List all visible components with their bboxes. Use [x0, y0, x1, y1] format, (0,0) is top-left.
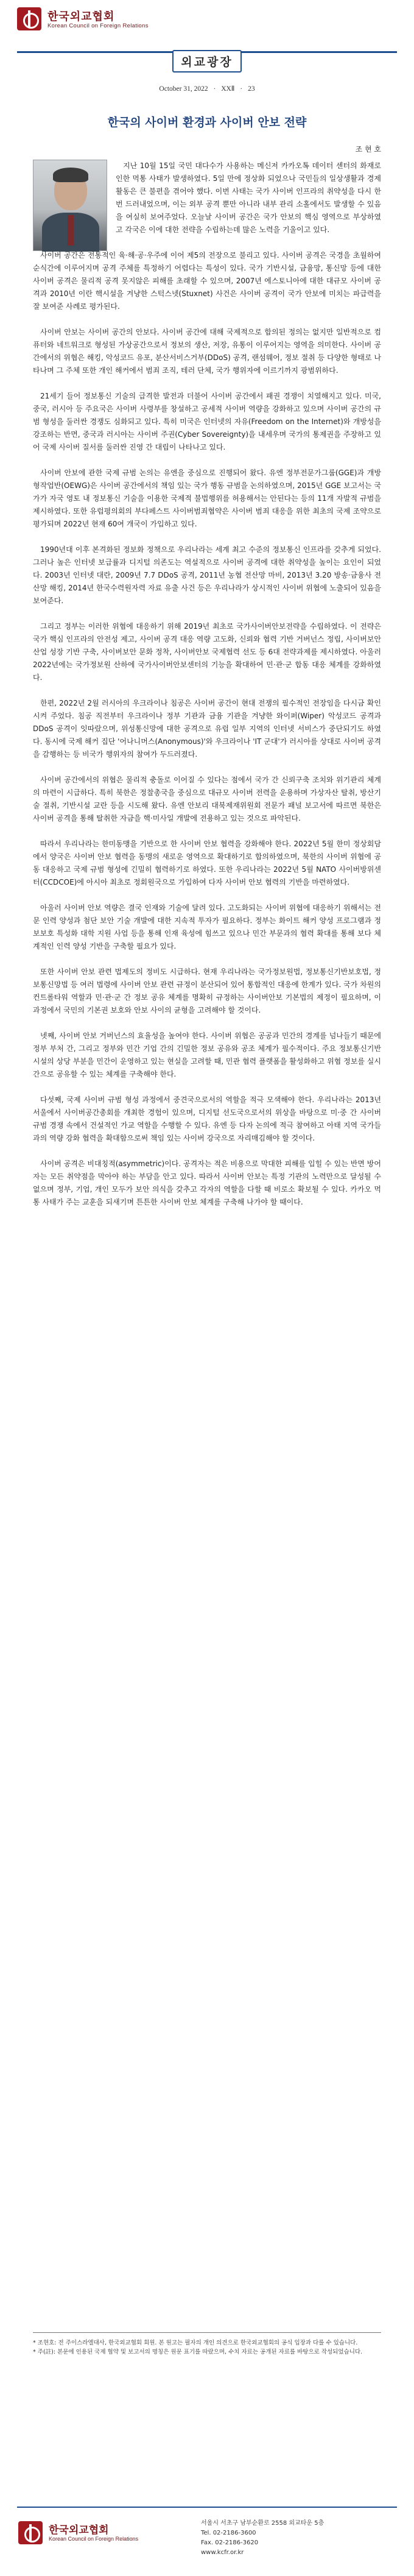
footer-address: 서울시 서초구 남부순환로 2558 외교타운 5층 [201, 2520, 325, 2527]
article-body [33, 160, 381, 1222]
footer-org-name-ko: 한국외교협회 [49, 2524, 109, 2536]
paragraph: 아울러 사이버 안보 역량은 결국 인재와 기술에 달려 있다. 고도화되는 사이버 위협에 대응하기 위해서는 전문 인력 양성과 첨단 보안 기술 개발에 대한 지속적 투자가 필요하다. 정부는 화이트 해커 양성 프로그램과 정보보호 특성화 대학 지원 사업 등을 통해 인재 육성에 힘쓰고 있으나 민간 부문과의 협력 확대를 통해 보다 체계적인 인력 양성 기반을 구축할 필요가 있다. [33, 904, 381, 950]
paragraph: 따라서 우리나라는 한미동맹을 기반으로 한 사이버 안보 협력을 강화해야 한다. 2022년 5월 한미 정상회담에서 양국은 사이버 안보 협력을 동맹의 새로운 영역으로 확대하기로 합의하였으며, 북한의 사이버 위협에 공동 대응하고 국제 규범 형성에 긴밀히 협력하기로 하였다. 또한 우리나라는 2022년 5월 NATO 사이버방위센터(CCDCOE)에 아시아 최초로 정회원국으로 가입하여 다자 사이버 안보 협력의 기반을 마련하였다. [33, 840, 381, 886]
notes-divider [33, 2332, 381, 2333]
paragraph: 사이버 안보는 사이버 공간의 안보다. 사이버 공간에 대해 국제적으로 합의된 정의는 없지만 일반적으로 컴퓨터와 네트워크로 형성된 가상공간으로서 정보의 생산, 저장, 유통이 이루어지는 영역을 의미한다. 사이버 공간에서의 위협은 해킹, 악성코드 유포, 분산서비스거부(DDoS) 공격, 랜섬웨어, 정보 절취 등 다양한 형태로 나타나며 그 주체 또한 개인 해커에서 범죄 조직, 테러 단체, 국가 행위자에 이르기까지 광범위하다. [33, 328, 381, 375]
footer-web-link[interactable]: www.kcfr.or.kr [201, 2549, 244, 2556]
paragraph: 지난 10월 15일 국민 대다수가 사용하는 메신저 카카오톡 데이터 센터의 화재로 인한 먹통 사태가 발생하였다. 5일 만에 정상화 되었으나 국민들의 일상생활과 경제활동은 큰 불편을 겪어야 했다. 이번 사태는 국가 사이버 인프라의 취약성을 다시 한번 드러내었으며, 이는 외부 공격 뿐만 아니라 내부 관리 소홀에서도 발생할 수 있음을 여실히 보여주었다. 오늘날 사이버 공간은 국가 안보의 핵심 영역으로 부상하였고 각국은 이에 대한 전략을 수립하는데 많은 노력을 기울이고 있다. [116, 161, 381, 234]
issue-date: October 31, 2022 [159, 85, 208, 93]
org-name-en: Korean Council on Foreign Relations [47, 23, 149, 29]
footer-tel: Tel. 02-2186-3600 [201, 2530, 256, 2536]
issue-line: October 31, 2022 · XXⅡ · 23 [159, 85, 255, 93]
footnote: * 주(註): 본문에 인용된 국제 협약 및 보고서의 명칭은 원문 표기를 따랐으며, 수치 자료는 공개된 자료를 바탕으로 작성되었습니다. [33, 2349, 363, 2355]
paragraph: 넷째, 사이버 안보 거버넌스의 효율성을 높여야 한다. 사이버 위협은 공공과 민간의 경계를 넘나들기 때문에 정부 부처 간, 그리고 정부와 민간 기업 간의 긴밀한 정보 공유와 공조 체계가 필수적이다. 주요 정보통신기반시설의 상당 부분을 민간이 운영하고 있는 현실을 고려할 때, 민관 협력 플랫폼을 활성화하고 위협 정보를 실시간으로 공유할 수 있는 체계를 구축해야 한다. [33, 1031, 381, 1078]
masthead [164, 50, 250, 72]
masthead-title: 외교광장 [172, 50, 241, 73]
org-logo-icon [17, 7, 41, 30]
org-name-ko: 한국외교협회 [47, 10, 115, 23]
paragraph: 그리고 정부는 이러한 위협에 대응하기 위해 2019년 최초로 국가사이버안보전략을 수립하였다. 이 전략은 국가 핵심 인프라의 안전성 제고, 사이버 공격 대응 역량 고도화, 신뢰와 협력 기반 거버넌스 정립, 사이버보안 산업 성장 기반 구축, 사이버보안 문화 정착, 사이버안보 국제협력 선도 등 6대 전략과제를 제시하였다. 아울러 2022년에는 국가정보원 산하에 국가사이버안보센터의 기능을 확대하여 민·관·군 합동 대응 체계를 강화하였다. [33, 622, 381, 682]
footer-logo-icon [18, 2521, 43, 2544]
footer-rule [17, 2507, 397, 2508]
paragraph: 또한 사이버 안보 관련 법제도의 정비도 시급하다. 현재 우리나라는 국가정보원법, 정보통신기반보호법, 정보통신망법 등 여러 법령에 사이버 안보 관련 규정이 분산되어 있어 통합적인 대응에 한계가 있다. 국가 차원의 컨트롤타워 역할과 민·관·군 간 정보 공유 체계를 명확히 규정하는 사이버안보 기본법의 제정이 필요하며, 이 과정에서 국민의 기본권 보호와 안보 사이의 균형을 고려해야 할 것이다. [33, 968, 381, 1014]
paragraph: 사이버 안보에 관한 국제 규범 논의는 유엔을 중심으로 진행되어 왔다. 유엔 정부전문가그룹(GGE)과 개방형작업반(OEWG)은 사이버 공간에서의 책임 있는 국가 행동 규범을 논의하였으며, 2015년 GGE 보고서는 국가가 자국 영토 내 정보통신 기술을 이용한 국제적 불법행위를 허용해서는 안된다는 등의 11개 자발적 규범을 제시하였다. 또한 유럽평의회의 부다페스트 사이버범죄협약은 사이버 범죄 대응을 위한 최초의 국제 조약으로 평가되며 2022년 현재 60여 개국이 가입하고 있다. [33, 469, 381, 528]
header [0, 0, 414, 37]
paragraph: 1990년대 이후 본격화된 정보화 정책으로 우리나라는 세계 최고 수준의 정보통신 인프라를 갖추게 되었다. 그러나 높은 인터넷 보급률과 디지털 의존도는 역설적으로 사이버 공격에 대한 취약성을 높이는 요인이 되었다. 2003년 인터넷 대란, 2009년 7.7 DDoS 공격, 2011년 농협 전산망 마비, 2013년 3.20 방송·금융사 전산망 해킹, 2014년 한국수력원자력 자료 유출 사건 등은 우리나라가 상시적인 사이버 위협에 노출되어 있음을 보여준다. [33, 545, 381, 605]
paragraph: 사이버 공격은 비대칭적(asymmetric)이다. 공격자는 적은 비용으로 막대한 피해를 입힐 수 있는 반면 방어자는 모든 취약점을 막아야 하는 부담을 안고 있다. 따라서 사이버 안보는 특정 기관의 노력만으로 달성될 수 없으며 정부, 기업, 개인 모두가 보안 의식을 갖추고 각자의 역할을 다할 때 비로소 확보될 수 있다. 카카오 먹통 사태가 주는 교훈을 되새기며 튼튼한 사이버 안보 체계를 구축해 나가야 할 때이다. [33, 1159, 381, 1206]
issue-number: 23 [248, 85, 255, 93]
paragraph: 다섯째, 국제 사이버 규범 형성 과정에서 중견국으로서의 역할을 적극 모색해야 한다. 우리나라는 2013년 서울에서 사이버공간총회를 개최한 경험이 있으며, 디지털 선도국으로서의 위상을 바탕으로 미·중 간 사이버 규범 경쟁 속에서 건설적인 가교 역할을 수행할 수 있다. 유엔 등 다자 논의에 적극 참여하고 아태 지역 국가들과의 역량 강화 협력을 확대함으로써 책임 있는 사이버 강국으로 자리매김해야 할 것이다. [33, 1095, 381, 1142]
article-author: 조 현 호 [355, 145, 381, 154]
footnote: * 조현호: 전 주이스라엘대사, 한국외교협회 회원. 본 원고는 필자의 개인 의견으로 한국외교협회의 공식 입장과 다를 수 있습니다. [33, 2340, 358, 2346]
article-title: 한국의 사이버 환경과 사이버 안보 전략 [107, 116, 307, 129]
footer-org-name-en: Korean Council on Foreign Relations [49, 2536, 139, 2542]
footer-fax: Fax. 02-2186-3620 [201, 2539, 259, 2546]
paragraph: 사이버 공간에서의 위협은 물리적 충돌로 이어질 수 있다는 점에서 국가 간 신뢰구축 조치와 위기관리 체계의 마련이 시급하다. 특히 북한은 정찰총국을 중심으로 대규모 사이버 전력을 운용하며 가상자산 탈취, 방산기술 절취, 기반시설 교란 등을 시도해 왔다. 유엔 안보리 대북제재위원회 전문가 패널 보고서에 따르면 북한은 사이버 공격을 통해 탈취한 자금을 핵·미사일 개발에 전용하고 있는 것으로 파악된다. [33, 776, 381, 823]
footer-contact [201, 2519, 396, 2558]
paragraph: 한편, 2022년 2월 러시아의 우크라이나 침공은 사이버 공간이 현대 전쟁의 필수적인 전장임을 다시금 확인시켜 주었다. 침공 직전부터 우크라이나 정부 기관과 금융 기관을 겨냥한 와이퍼(Wiper) 악성코드 공격과 DDoS 공격이 잇따랐으며, 위성통신망에 대한 공격으로 유럽 일부 지역의 인터넷 서비스가 중단되기도 하였다. 동시에 국제 해커 집단 '어나니머스(Anonymous)'와 우크라이나 'IT 군대'가 러시아를 상대로 사이버 공격을 감행하는 등 비국가 행위자의 참여가 두드러졌다. [33, 699, 381, 759]
paragraph: 21세기 들어 정보통신 기술의 급격한 발전과 더불어 사이버 공간에서 패권 경쟁이 치열해지고 있다. 미국, 중국, 러시아 등 주요국은 사이버 사령부를 창설하고 공세적 사이버 역량을 강화하고 있으며 사이버 공간의 규범 형성을 둘러싼 경쟁도 심화되고 있다. 특히 미국은 인터넷의 자유(Freedom on the Internet)와 개방성을 강조하는 반면, 중국과 러시아는 사이버 주권(Cyber Sovereignty)을 내세우며 국가의 통제권을 주장하고 있어 국제 사이버 질서를 둘러싼 진영 간 대립이 나타나고 있다. [33, 392, 381, 451]
paragraph: 사이버 공간은 전통적인 육·해·공·우주에 이어 제5의 전장으로 불리고 있다. 사이버 공격은 국경을 초월하여 순식간에 이루어지며 공격 주체를 특정하기 어렵다는 특성이 있다. 국가 기반시설, 금융망, 통신망 등에 대한 사이버 공격은 물리적 공격 못지않은 피해를 초래할 수 있으며, 2007년 에스토니아에 대한 대규모 사이버 공격과 2010년 이란 핵시설을 겨냥한 스턱스넷(Stuxnet) 사건은 사이버 공격이 국가 안보에 미치는 파급력을 잘 보여준 사례로 평가된다. [33, 251, 381, 311]
footnotes [33, 2338, 381, 2357]
issue-volume: XXⅡ [221, 85, 235, 93]
